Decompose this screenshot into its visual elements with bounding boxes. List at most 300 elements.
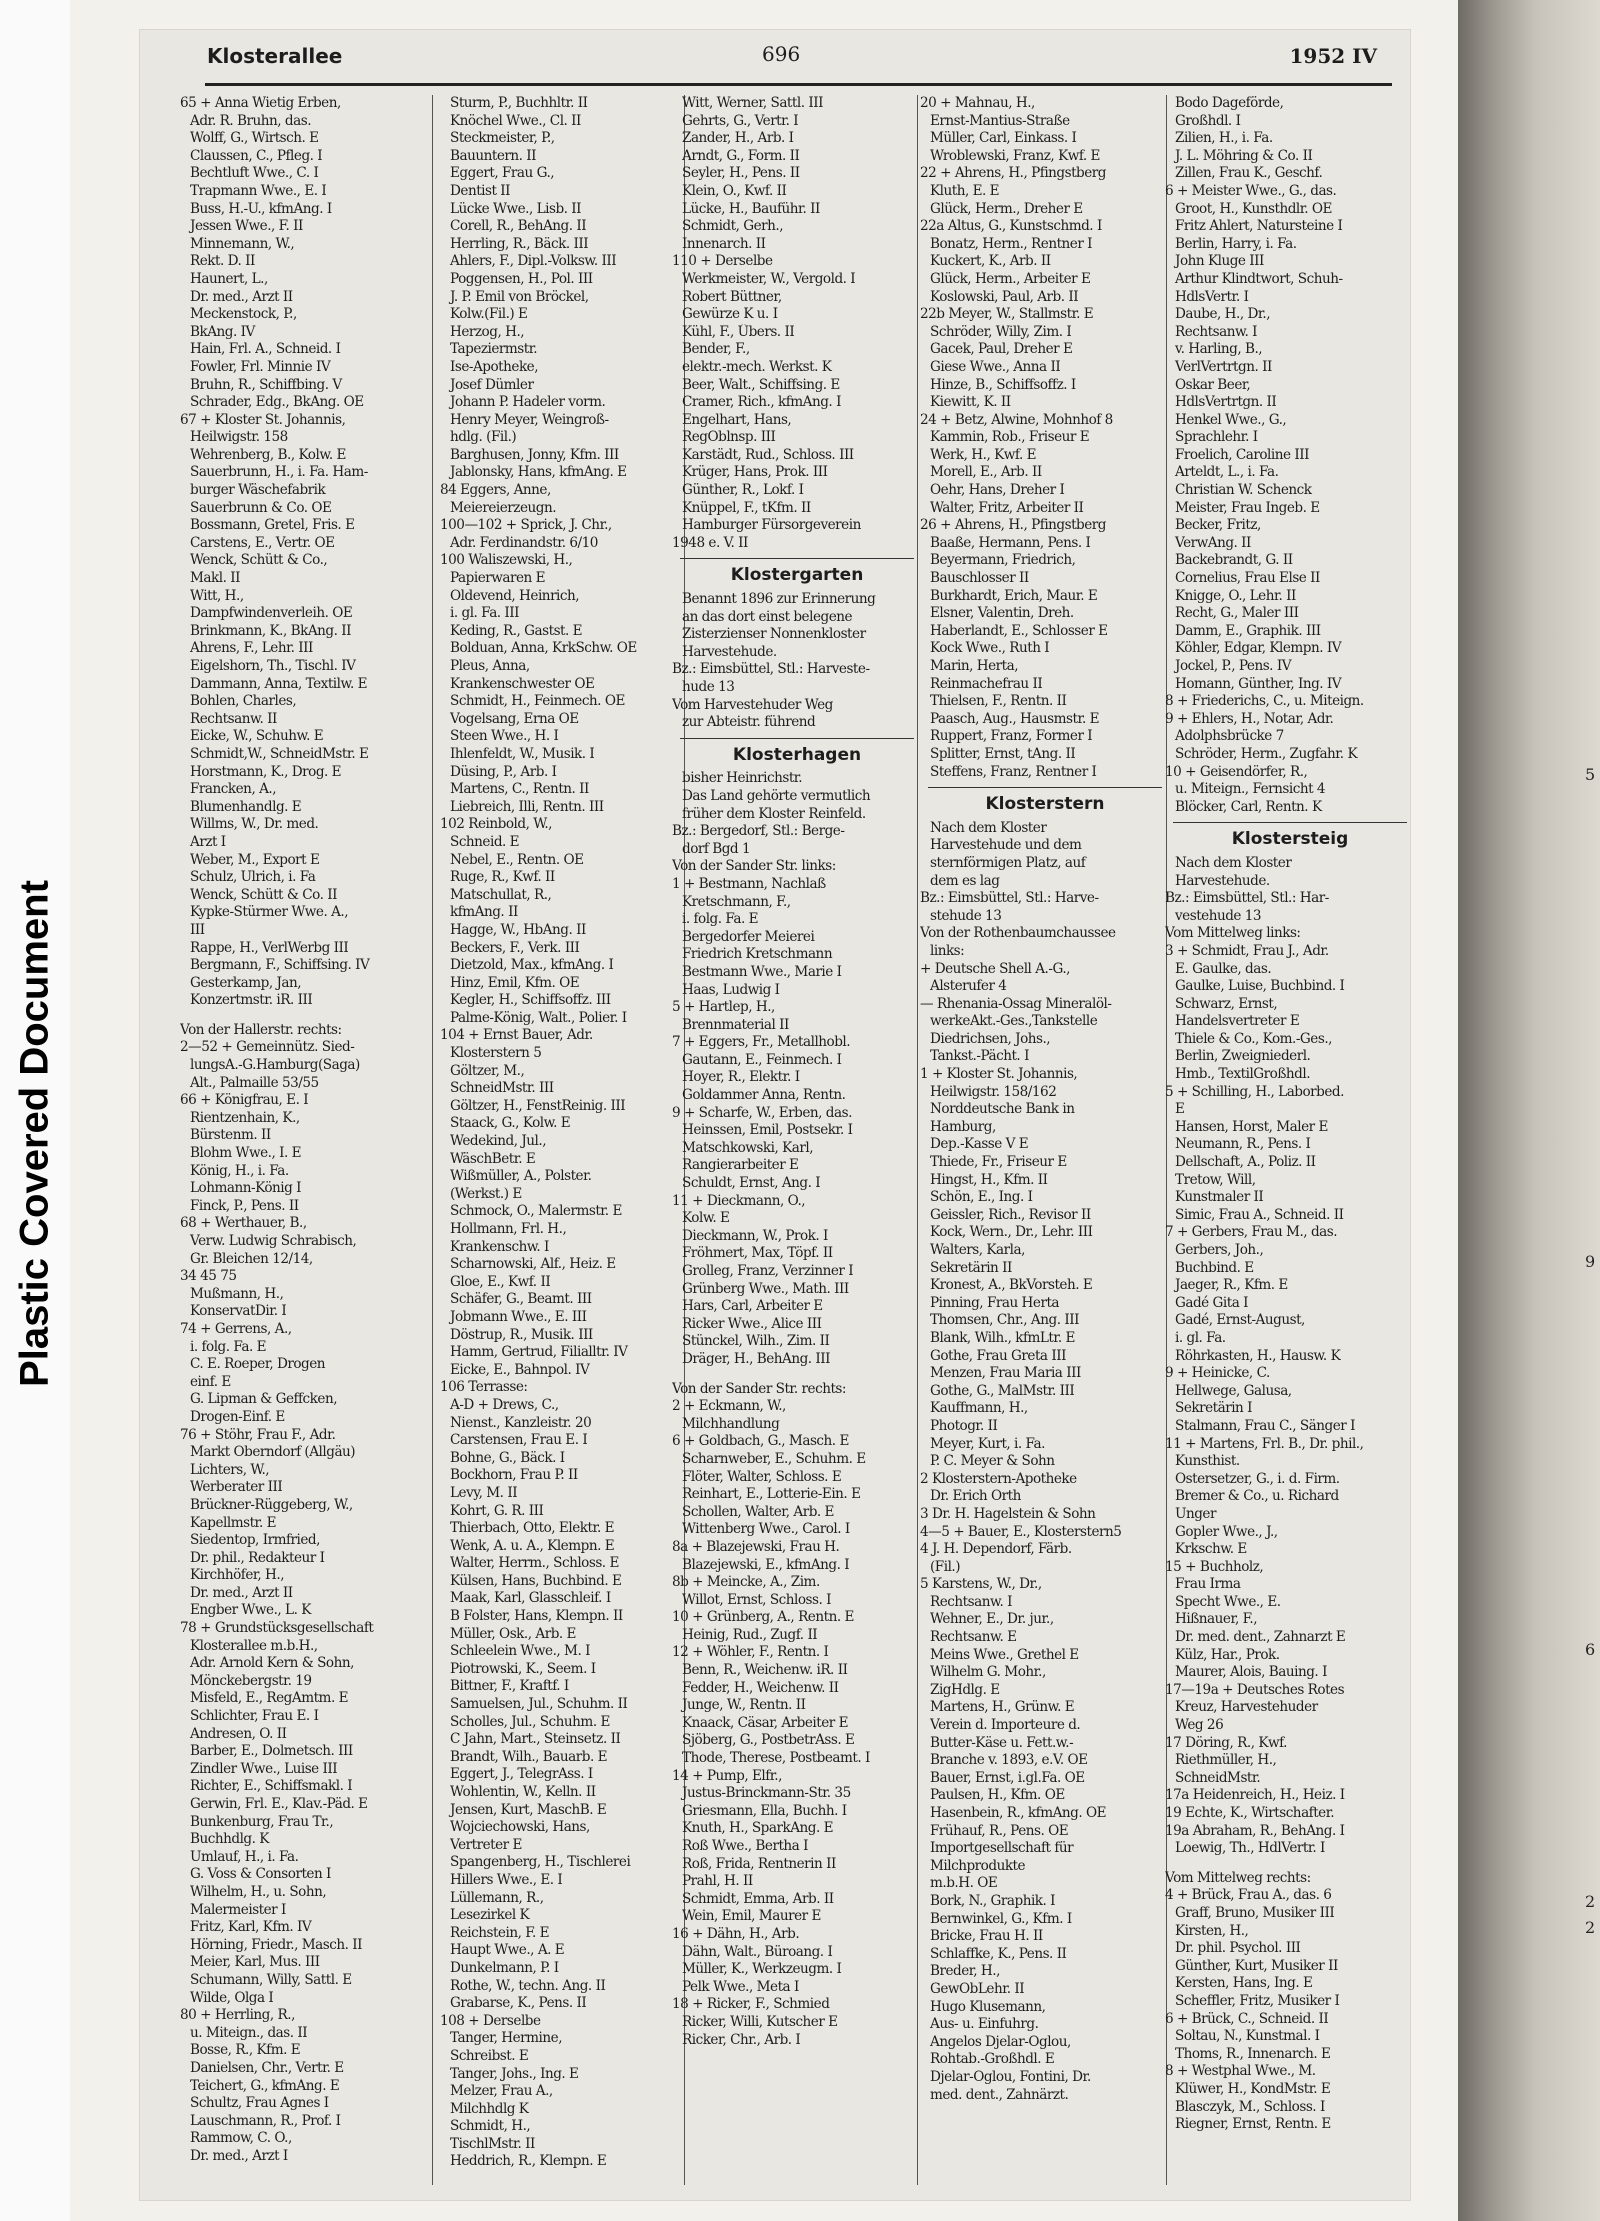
directory-entry: Kluth, E. E xyxy=(930,182,1000,199)
directory-entry: Neumann, R., Pens. I xyxy=(1175,1136,1311,1153)
directory-entry: Hamm, Gertrud, Filialltr. IV xyxy=(450,1344,628,1361)
directory-entry: SchneidMstr. III xyxy=(450,1080,554,1097)
directory-entry: Rechtsanw. II xyxy=(190,710,277,727)
directory-entry: Paasch, Aug., Hausmstr. E xyxy=(930,710,1100,727)
directory-entry: Schmidt, Emma, Arb. II xyxy=(682,1890,834,1907)
directory-entry: Bz.: Eimsbüttel, Stl.: Harveste- xyxy=(672,661,870,678)
directory-entry: Wedekind, Jul., xyxy=(450,1133,547,1150)
directory-entry: 10 + Grünberg, A., Rentn. E xyxy=(672,1609,854,1626)
street-heading: Klostersteig xyxy=(1231,829,1349,850)
directory-entry: Ahlers, F., Dipl.-Volksw. III xyxy=(450,253,617,270)
directory-entry: Grolleg, Franz, Verzinner I xyxy=(682,1263,854,1279)
directory-entry: 9 + Heinicke, C. xyxy=(1165,1365,1270,1382)
directory-entry: A-D + Drews, C., xyxy=(450,1396,559,1413)
directory-entry: Haupt Wwe., A. E xyxy=(450,1942,565,1959)
directory-entry: Tankst.-Pächt. I xyxy=(930,1048,1029,1065)
directory-entry: Gerbers, Joh., xyxy=(1175,1242,1264,1258)
directory-entry: Adr. R. Bruhn, das. xyxy=(190,112,312,129)
directory-entry: Dr. med., Arzt I xyxy=(190,2147,288,2164)
directory-entry: Stalmann, Frau C., Sänger I xyxy=(1175,1417,1355,1434)
directory-column xyxy=(1165,95,1415,2185)
directory-entry: Steckmeister, P., xyxy=(450,130,555,147)
directory-entry: Willms, W., Dr. med. xyxy=(190,816,319,833)
directory-entry: TischlMstr. II xyxy=(450,2135,535,2152)
directory-entry: Thiele & Co., Kom.-Ges., xyxy=(1175,1030,1332,1047)
directory-entry: Dieckmann, W., Prok. I xyxy=(682,1227,828,1244)
directory-entry: Adr. Arnold Kern & Sohn, xyxy=(190,1655,354,1672)
directory-entry: Wenck, Schütt & Co., xyxy=(190,552,328,569)
directory-entry: Mußmann, H., xyxy=(190,1285,284,1302)
column-divider xyxy=(917,95,918,2185)
directory-entry: Gerwin, Frl. E., Klav.-Päd. E xyxy=(190,1796,368,1812)
directory-entry: 22b Meyer, W., Stallmstr. E xyxy=(920,306,1094,323)
directory-entry: Krüger, Hans, Prok. III xyxy=(682,464,828,481)
directory-entry: Kolw. E xyxy=(682,1210,730,1227)
directory-entry: 1 + Bestmann, Nachlaß xyxy=(672,875,826,892)
directory-entry: Klosterallee m.b.H., xyxy=(190,1637,318,1654)
directory-entry: Geissler, Rich., Revisor II xyxy=(930,1206,1091,1223)
directory-entry: i. folg. Fa. E xyxy=(682,911,759,928)
directory-entry: Röhrkasten, H., Hausw. K xyxy=(1175,1347,1341,1364)
directory-entry: Bork, N., Graphik. I xyxy=(930,1892,1056,1909)
directory-entry: Schwarz, Ernst, xyxy=(1175,995,1278,1012)
directory-entry: Benn, R., Weichenw. iR. II xyxy=(682,1662,848,1679)
directory-entry: 6 + Goldbach, G., Masch. E xyxy=(672,1433,849,1450)
directory-entry: Ruge, R., Kwf. II xyxy=(450,869,555,886)
directory-entry: Gothe, Frau Greta III xyxy=(930,1347,1066,1364)
directory-entry: Flöter, Walter, Schloss. E xyxy=(682,1468,842,1485)
directory-entry: Karstädt, Rud., Schloss. III xyxy=(682,446,854,463)
directory-entry: 104 + Ernst Bauer, Adr. xyxy=(440,1027,593,1044)
directory-entry: Engelhart, Hans, xyxy=(682,411,792,428)
directory-entry: Meiereierzeugn. xyxy=(450,499,557,516)
directory-entry: Rappe, H., VerlWerbg III xyxy=(190,939,349,956)
directory-entry: Dellschaft, A., Poliz. II xyxy=(1175,1154,1316,1171)
directory-entry: Hollmann, Frl. H., xyxy=(450,1221,567,1237)
directory-column xyxy=(440,95,690,2185)
directory-entry: Poggensen, H., Pol. III xyxy=(450,270,593,287)
directory-entry: 17 Döring, R., Kwf. xyxy=(1165,1734,1288,1751)
margin-number: 6 xyxy=(1585,1640,1596,1659)
directory-entry: 4 J. H. Dependorf, Färb. xyxy=(920,1541,1072,1558)
directory-entry: Rekt. D. II xyxy=(190,253,255,270)
directory-entry: Hmb., TextilGroßhdl. xyxy=(1175,1066,1311,1083)
directory-entry: Johann P. Hadeler vorm. xyxy=(450,394,606,411)
directory-entry: Blazejewski, E., kfmAng. I xyxy=(682,1556,850,1573)
directory-entry: Lohmann-König I xyxy=(190,1180,302,1197)
directory-entry: Giese Wwe., Anna II xyxy=(930,358,1061,375)
directory-entry: KonservatDir. I xyxy=(190,1303,287,1320)
directory-entry: 34 45 75 xyxy=(180,1268,237,1285)
directory-entry: Becker, Fritz, xyxy=(1175,517,1261,534)
directory-entry: Werk, H., Kwf. E xyxy=(930,446,1037,463)
directory-entry: Scholles, Jul., Schuhm. E xyxy=(450,1713,610,1730)
directory-entry: Scharnweber, E., Schuhm. E xyxy=(682,1450,866,1467)
directory-entry: 78 + Grundstücksgesellschaft xyxy=(180,1620,374,1637)
directory-entry: Walters, Karla, xyxy=(930,1242,1025,1258)
directory-entry: Glück, Herm., Dreher E xyxy=(930,200,1083,217)
directory-entry: J. P. Emil von Bröckel, xyxy=(450,288,589,305)
street-heading: Klosterstern xyxy=(985,794,1105,815)
directory-entry: Thoms, R., Innenarch. E xyxy=(1175,2045,1331,2062)
directory-entry: 19 Echte, K., Wirtschafter. xyxy=(1165,1805,1335,1821)
directory-entry: Burkhardt, Erich, Maur. E xyxy=(930,587,1098,604)
directory-entry: Gewürze K u. I xyxy=(682,306,778,323)
directory-entry: Dentist II xyxy=(450,182,511,199)
directory-entry: Wein, Emil, Maurer E xyxy=(682,1908,821,1925)
directory-entry: Martens, C., Rentn. II xyxy=(450,781,589,798)
directory-entry: zur Abteistr. führend xyxy=(682,714,816,731)
directory-entry: Scharnowski, Alf., Heiz. E xyxy=(450,1256,616,1273)
directory-entry: Eigelshorn, Th., Tischl. IV xyxy=(190,658,356,674)
directory-entry: Brückner-Rüggeberg, W., xyxy=(190,1496,353,1513)
directory-entry: 2 + Eckmann, W., xyxy=(672,1398,786,1415)
directory-entry: Ruppert, Franz, Former I xyxy=(930,728,1093,745)
directory-entry: Haunert, L., xyxy=(190,270,268,287)
directory-entry: Innenarch. II xyxy=(682,235,766,252)
directory-entry: Klein, O., Kwf. II xyxy=(682,182,787,199)
directory-entry: 8a + Blazejewski, Frau H. xyxy=(672,1538,840,1555)
directory-entry: Nach dem Kloster xyxy=(930,819,1047,836)
directory-entry: Blohm Wwe., I. E xyxy=(190,1145,302,1162)
directory-entry: Riegner, Ernst, Rentn. E xyxy=(1175,2116,1331,2133)
directory-entry: hude 13 xyxy=(682,679,735,695)
directory-entry: Rammow, C. O., xyxy=(190,2130,292,2147)
directory-entry: Wolff, G., Wirtsch. E xyxy=(190,130,319,147)
directory-entry: Berlin, Zweigniederl. xyxy=(1175,1048,1311,1065)
directory-entry: Carstensen, Frau E. I xyxy=(450,1432,588,1449)
directory-entry: Ricker Wwe., Alice III xyxy=(682,1315,822,1332)
directory-entry: Simic, Frau A., Schneid. II xyxy=(1175,1206,1344,1223)
directory-entry: Meyer, Kurt, i. Fa. xyxy=(930,1435,1045,1452)
directory-entry: Cornelius, Frau Else II xyxy=(1175,570,1320,587)
directory-entry: Matschkowski, Karl, xyxy=(682,1139,814,1156)
directory-entry: Großhdl. I xyxy=(1175,112,1241,129)
directory-entry: 84 Eggers, Anne, xyxy=(440,482,551,499)
directory-entry: Frühauf, R., Pens. OE xyxy=(930,1822,1069,1839)
directory-entry: Heilwigstr. 158 xyxy=(190,429,288,446)
directory-entry: John Kluge III xyxy=(1175,253,1264,270)
directory-entry: Beer, Walt., Schiffsing. E xyxy=(682,376,840,393)
directory-entry: Hißnauer, F., xyxy=(1175,1611,1258,1628)
directory-entry: Konzertmstr. iR. III xyxy=(190,992,313,1009)
directory-entry: 76 + Stöhr, Frau F., Adr. xyxy=(180,1426,336,1443)
directory-entry: Blumenhandlg. E xyxy=(190,798,302,815)
directory-entry: Blasczyk, M., Schloss. I xyxy=(1175,2098,1325,2115)
directory-entry: E xyxy=(1175,1101,1185,1118)
directory-entry: 8 + Westphal Wwe., M. xyxy=(1165,2063,1316,2080)
directory-entry: 7 + Gerbers, Frau M., das. xyxy=(1165,1224,1338,1241)
margin-number: 9 xyxy=(1585,1252,1596,1271)
directory-entry: Schollen, Walter, Arb. E xyxy=(682,1503,834,1520)
directory-entry: Milchhandlung xyxy=(682,1415,780,1432)
directory-entry: Meister, Frau Ingeb. E xyxy=(1175,499,1320,516)
directory-entry: 17a Heidenreich, H., Heiz. I xyxy=(1165,1787,1345,1804)
directory-entry: Brinkmann, K., BkAng. II xyxy=(190,622,351,639)
directory-entry: G. Lipman & Geffcken, xyxy=(190,1391,338,1408)
directory-entry: Steffens, Franz, Rentner I xyxy=(930,763,1097,780)
directory-entry: Gr. Bleichen 12/14, xyxy=(190,1250,313,1267)
directory-entry: Nebel, E., Rentn. OE xyxy=(450,851,584,868)
directory-entry: Krankenschw. I xyxy=(450,1238,549,1255)
directory-entry: Corell, R., BehAng. II xyxy=(450,218,587,235)
directory-entry: Müller, K., Werkzeugm. I xyxy=(682,1961,842,1978)
directory-entry: Bechtluft Wwe., C. I xyxy=(190,165,319,182)
directory-entry: Göltzer, M., xyxy=(450,1062,525,1079)
directory-entry: Hingst, H., Kfm. II xyxy=(930,1171,1048,1188)
directory-entry: Keding, R., Gastst. E xyxy=(450,622,583,639)
directory-entry: Martens, H., Grünw. E xyxy=(930,1699,1075,1716)
directory-entry: Milchprodukte xyxy=(930,1857,1026,1874)
directory-entry: Horstmann, K., Drog. E xyxy=(190,763,342,780)
directory-entry: Junge, W., Rentn. II xyxy=(682,1697,806,1714)
directory-entry: Sjöberg, G., PostbetrAss. E xyxy=(682,1732,855,1749)
directory-entry: med. dent., Zahnärzt. xyxy=(930,2086,1069,2103)
directory-entry: Kuckert, K., Arb. II xyxy=(930,253,1051,270)
directory-entry: Schultz, Frau Agnes I xyxy=(190,2095,329,2112)
directory-entry: Von der Rothenbaumchaussee xyxy=(920,925,1116,942)
directory-entry: Schlichter, Frau E. I xyxy=(190,1708,319,1725)
directory-entry: Gesterkamp, Jan, xyxy=(190,974,302,991)
directory-entry: Jensen, Kurt, MaschB. E xyxy=(450,1801,607,1818)
directory-entry: Matschullat, R., xyxy=(450,886,552,903)
directory-entry: Hagge, W., HbAng. II xyxy=(450,921,586,938)
directory-entry: Rothe, W., techn. Ang. II xyxy=(450,1977,606,1994)
directory-entry: 6 + Meister Wwe., G., das. xyxy=(1165,182,1337,199)
directory-entry: Kirsten, H., xyxy=(1175,1922,1249,1939)
directory-entry: Djelar-Oglou, Fontini, Dr. xyxy=(930,2068,1091,2085)
directory-entry: Heinssen, Emil, Postsekr. I xyxy=(682,1122,853,1139)
directory-entry: Dammann, Anna, Textilw. E xyxy=(190,675,368,692)
directory-entry: Damm, E., Graphik. III xyxy=(1175,622,1321,639)
directory-entry: B Folster, Hans, Klempn. II xyxy=(450,1608,623,1625)
directory-entry: Oehr, Hans, Dreher I xyxy=(930,482,1065,499)
directory-entry: Müller, Osk., Arb. E xyxy=(450,1625,576,1642)
directory-entry: Specht Wwe., E. xyxy=(1175,1593,1281,1610)
directory-entry: Sekretärin II xyxy=(930,1259,1012,1276)
directory-entry: 12 + Wöhler, F., Rentn. I xyxy=(672,1644,829,1661)
directory-entry: Grünberg Wwe., Math. III xyxy=(682,1280,849,1297)
directory-entry: Hain, Frl. A., Schneid. I xyxy=(190,341,341,358)
directory-entry: Kock, Wern., Dr., Lehr. III xyxy=(930,1224,1093,1241)
directory-entry: Meins Wwe., Grethel E xyxy=(930,1646,1079,1663)
directory-entry: burger Wäschefabrik xyxy=(190,482,326,499)
directory-entry: Samuelsen, Jul., Schuhm. II xyxy=(450,1696,628,1713)
directory-column xyxy=(672,95,922,2185)
directory-entry: III xyxy=(190,921,205,938)
directory-entry: Bruhn, R., Schiffbing. V xyxy=(190,376,342,393)
directory-entry: Makl. II xyxy=(190,570,240,587)
directory-entry: Dampfwindenverleih. OE xyxy=(190,605,353,622)
page-header xyxy=(207,38,1377,82)
directory-entry: Schumann, Willy, Sattl. E xyxy=(190,1971,352,1988)
directory-entry: Scheffler, Fritz, Musiker I xyxy=(1175,1992,1340,2009)
directory-entry: Berlin, Harry, i. Fa. xyxy=(1175,235,1297,252)
directory-entry: Gopler Wwe., J., xyxy=(1175,1523,1278,1540)
directory-entry: Zillen, Frau K., Geschf. xyxy=(1175,165,1323,182)
section-rule xyxy=(1173,822,1407,823)
directory-entry: dem es lag xyxy=(930,872,1000,889)
directory-entry: bisher Heinrichstr. xyxy=(682,770,803,787)
directory-entry: Von der Sander Str. rechts: xyxy=(672,1380,846,1397)
directory-entry: Fritz, Karl, Kfm. IV xyxy=(190,1919,312,1936)
directory-entry: 100—102 + Sprick, J. Chr., xyxy=(440,517,612,534)
section-rule xyxy=(928,787,1162,788)
directory-entry: 17—19a + Deutsches Rotes xyxy=(1165,1681,1345,1698)
directory-entry: Prahl, H. II xyxy=(682,1873,753,1890)
directory-entry: Knuth, H., SparkAng. E xyxy=(682,1820,834,1837)
directory-entry: m.b.H. OE xyxy=(930,1875,998,1892)
directory-entry: Alsterufer 4 xyxy=(930,978,1007,995)
page-number: 696 xyxy=(762,42,801,66)
book-spine xyxy=(1458,0,1600,2221)
directory-entry: Haberlandt, E., Schlosser E xyxy=(930,622,1108,639)
directory-entry: Groot, H., Kunsthdlr. OE xyxy=(1175,200,1332,217)
directory-entry: 80 + Herrling, R., xyxy=(180,2007,295,2024)
directory-entry: Papierwaren E xyxy=(450,570,546,587)
directory-entry: Grabarse, K., Pens. II xyxy=(450,1995,587,2012)
directory-entry: Butter-Käse u. Fett.w.- xyxy=(930,1734,1074,1751)
directory-entry: i. folg. Fa. E xyxy=(190,1338,267,1355)
directory-entry: Paulsen, H., Kfm. OE xyxy=(930,1787,1065,1804)
directory-entry: Liebreich, Illi, Rentn. III xyxy=(450,798,604,815)
directory-entry: 66 + Königfrau, E. I xyxy=(180,1092,309,1109)
directory-entry: Arteldt, L., i. Fa. xyxy=(1175,464,1279,481)
directory-entry: Bernwinkel, G., Kfm. I xyxy=(930,1910,1072,1927)
directory-entry: Elsner, Valentin, Dreh. xyxy=(930,605,1074,622)
directory-entry: Schrader, Edg., BkAng. OE xyxy=(190,394,364,411)
directory-entry: Spangenberg, H., Tischlerei xyxy=(450,1854,631,1871)
directory-entry: früher dem Kloster Reinfeld. xyxy=(682,805,866,822)
directory-entry: Walter, Fritz, Arbeiter II xyxy=(930,499,1084,516)
directory-entry: Hamburg, xyxy=(930,1118,996,1135)
directory-entry: Gehrts, G., Vertr. I xyxy=(682,112,799,129)
directory-entry: Tretow, Will, xyxy=(1175,1171,1256,1188)
directory-entry: Adolphsbrücke 7 xyxy=(1175,728,1284,745)
directory-entry: Lesezirkel K xyxy=(450,1907,530,1924)
directory-entry: u. Miteign., das. II xyxy=(190,2024,308,2041)
directory-entry: Reinmachefrau II xyxy=(930,675,1043,692)
directory-entry: Brandt, Wilh., Bauarb. E xyxy=(450,1748,608,1765)
directory-entry: Arzt I xyxy=(190,833,226,850)
directory-entry: Gadé Gita I xyxy=(1175,1294,1248,1311)
directory-entry: Külz, Har., Prok. xyxy=(1175,1646,1280,1663)
section-rule xyxy=(680,558,914,559)
directory-entry: 24 + Betz, Alwine, Mohnhof 8 xyxy=(920,411,1113,428)
header-rule xyxy=(205,83,1392,86)
directory-entry: Meckenstock, P., xyxy=(190,306,297,323)
directory-entry: Klüwer, H., KondMstr. E xyxy=(1175,2080,1331,2097)
directory-entry: Richter, E., Schiffsmakl. I xyxy=(190,1778,353,1795)
directory-entry: Diedrichsen, Johs., xyxy=(930,1030,1051,1047)
directory-entry: Klosterstern 5 xyxy=(450,1045,542,1062)
directory-entry: Arndt, G., Form. II xyxy=(682,147,800,164)
directory-entry: Markt Oberndorf (Allgäu) xyxy=(190,1444,356,1461)
directory-entry: Krankenschwester OE xyxy=(450,675,595,692)
directory-entry: Aus- u. Einfuhrg. xyxy=(930,2016,1039,2033)
directory-entry: Teichert, G., kfmAng. E xyxy=(190,2077,340,2094)
directory-entry: Eggert, Frau G., xyxy=(450,165,555,182)
margin-number: 2 xyxy=(1585,1918,1596,1937)
directory-entry: Sturm, P., Buchhltr. II xyxy=(450,95,588,111)
directory-entry: Pinning, Frau Herta xyxy=(930,1294,1060,1311)
column-divider xyxy=(432,95,433,2185)
directory-entry: Morell, E., Arb. II xyxy=(930,464,1042,481)
directory-entry: Döstrup, R., Musik. III xyxy=(450,1326,593,1343)
directory-entry: Ostersetzer, G., i. d. Firm. xyxy=(1175,1470,1340,1487)
directory-entry: J. L. Möhring & Co. II xyxy=(1175,147,1313,164)
directory-entry: Josef Dümler xyxy=(450,376,534,393)
directory-entry: RegOblnsp. III xyxy=(682,429,776,446)
directory-entry: Piotrowski, K., Seem. I xyxy=(450,1660,596,1677)
directory-entry: ZigHdlg. E xyxy=(930,1681,1000,1698)
directory-entry: Soltau, N., Kunstmal. I xyxy=(1175,2028,1320,2045)
directory-entry: Ahrens, F., Lehr. III xyxy=(190,640,313,657)
year-volume: 1952 IV xyxy=(1289,44,1377,68)
directory-entry: Wittenberg Wwe., Carol. I xyxy=(682,1521,850,1538)
directory-entry: Gacek, Paul, Dreher E xyxy=(930,341,1073,358)
directory-entry: Günther, R., Lokf. I xyxy=(682,482,804,499)
directory-entry: Schmidt, H., xyxy=(450,2118,531,2135)
directory-entry: Milchhdlg K xyxy=(450,2100,529,2117)
directory-entry: Dr. med., Arzt II xyxy=(190,288,293,305)
directory-entry: Kypke-Stürmer Wwe. A., xyxy=(190,904,349,921)
directory-entry: Christian W. Schenck xyxy=(1175,482,1312,499)
directory-entry: (Fil.) xyxy=(930,1558,961,1575)
directory-entry: Jockel, P., Pens. IV xyxy=(1175,658,1292,674)
directory-entry: — Rhenania-Ossag Mineralöl- xyxy=(920,995,1112,1012)
directory-entry: Arthur Klindtwort, Schuh- xyxy=(1175,270,1343,287)
directory-entry: Alt., Palmaille 53/55 xyxy=(190,1074,319,1091)
directory-entry: Harvestehude. xyxy=(1175,872,1270,889)
directory-entry: 3 + Schmidt, Frau J., Adr. xyxy=(1165,942,1329,959)
directory-entry: 9 + Ehlers, H., Notar, Adr. xyxy=(1165,710,1334,727)
directory-entry: lungsA.-G.Hamburg(Saga) xyxy=(190,1057,360,1074)
street-heading: Klosterhagen xyxy=(732,744,862,765)
directory-entry: Herrling, R., Bäck. III xyxy=(450,235,589,252)
directory-entry: Recht, G., Maler III xyxy=(1175,605,1299,622)
directory-column xyxy=(920,95,1170,2185)
directory-entry: kfmAng. II xyxy=(450,904,518,921)
directory-entry: Bestmann Wwe., Marie I xyxy=(682,963,842,980)
directory-entry: Bremer & Co., u. Richard xyxy=(1175,1488,1339,1505)
directory-entry: Importgesellschaft für xyxy=(930,1840,1074,1857)
directory-entry: sternförmigen Platz, auf xyxy=(930,854,1086,871)
directory-entry: Marin, Herta, xyxy=(930,658,1019,674)
directory-entry: Wilde, Olga I xyxy=(190,1989,274,2006)
directory-entry: 6 + Brück, C., Schneid. II xyxy=(1165,2010,1329,2027)
directory-entry: Werberater III xyxy=(190,1479,283,1496)
directory-entry: Vertreter E xyxy=(450,1836,522,1853)
directory-entry: Vom Harvestehuder Weg xyxy=(672,696,833,713)
directory-entry: Bergmann, F., Schiffsing. IV xyxy=(190,957,370,974)
directory-entry: Werkmeister, W., Vergold. I xyxy=(682,270,856,287)
directory-entry: Hasenbein, R., kfmAng. OE xyxy=(930,1805,1107,1821)
directory-entry: Kock Wwe., Ruth I xyxy=(930,640,1050,657)
directory-entry: Von der Sander Str. links: xyxy=(672,858,836,875)
directory-entry: Handelsvertreter E xyxy=(1175,1013,1300,1030)
directory-entry: König, H., i. Fa. xyxy=(190,1162,289,1179)
directory-entry: 74 + Gerrens, A., xyxy=(180,1320,292,1337)
directory-entry: Bittner, F., Kraftf. I xyxy=(450,1678,569,1695)
directory-entry: Nienst., Kanzleistr. 20 xyxy=(450,1414,592,1431)
directory-entry: 14 + Pump, Elfr., xyxy=(672,1767,782,1784)
directory-entry: Göltzer, H., FenstReinig. III xyxy=(450,1097,626,1114)
directory-entry: Benannt 1896 zur Erinnerung xyxy=(682,591,876,608)
directory-entry: Kirchhöfer, H., xyxy=(190,1567,285,1584)
directory-entry: Kunstmaler II xyxy=(1175,1189,1264,1206)
directory-entry: Dr. med., Arzt II xyxy=(190,1584,293,1601)
